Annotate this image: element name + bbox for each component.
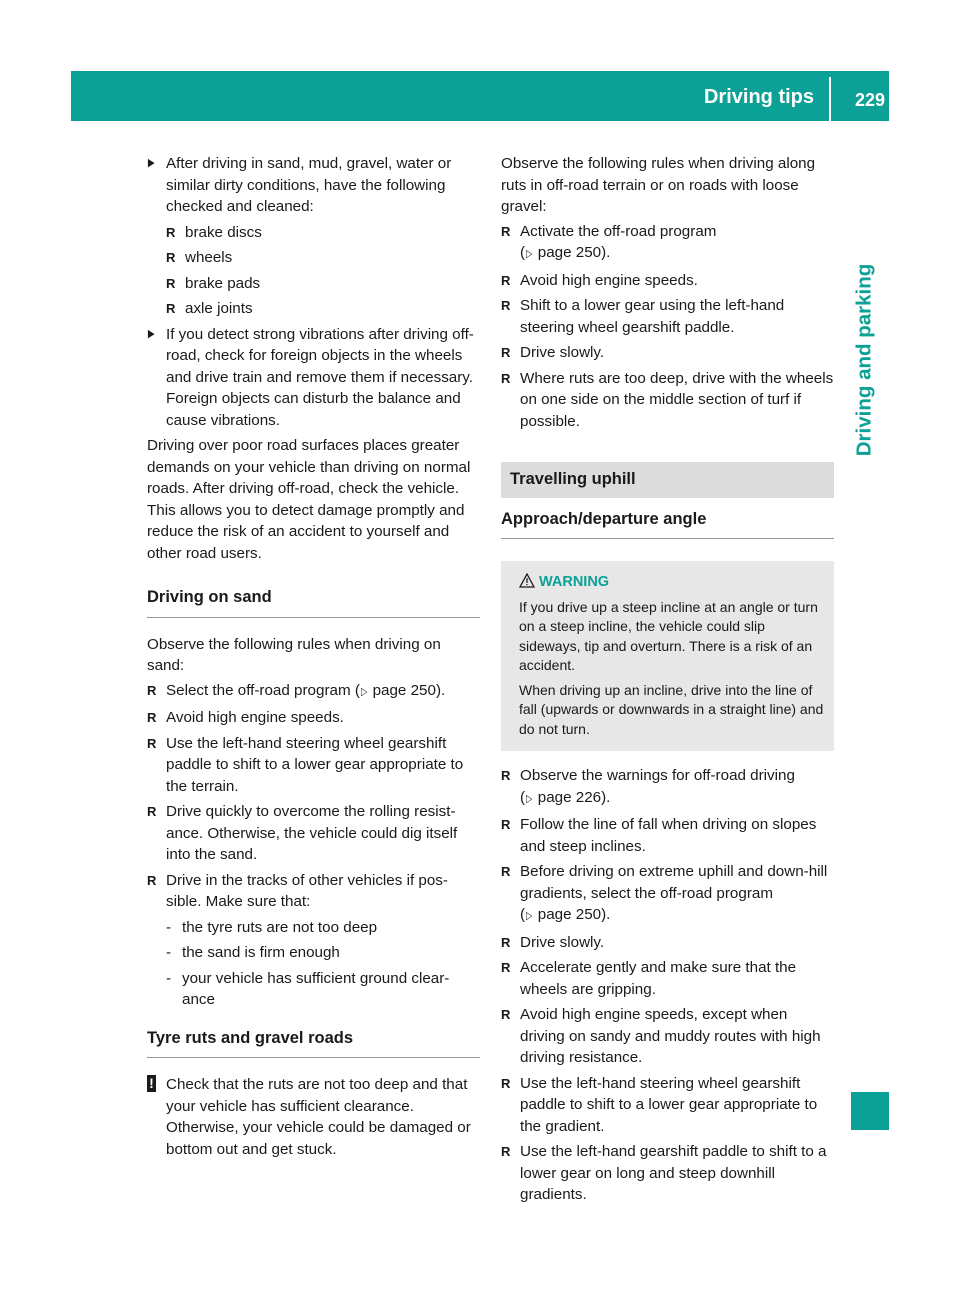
step-text: If you detect strong vibrations after driving off-road, check for foreign objects in the wheels and drive train and remove them if necessary. Foreign objects can disturb the balance and cause vibrations.	[166, 325, 474, 429]
note-text: Check that the ruts are not too deep and that your vehicle has sufficient clearance. Otherwise, your vehicle could be damaged or bottom out and get stuck.	[166, 1076, 471, 1158]
list-item: R Drive slowly.	[501, 342, 834, 364]
list-item: R brake discs	[166, 222, 480, 244]
list-item: R Accelerate gently and make sure that the wheels are gripping.	[501, 957, 834, 1000]
list-item: R Drive slowly.	[501, 932, 834, 954]
warning-box	[501, 561, 834, 751]
bullet-list	[501, 765, 834, 1206]
list-item: R Use the left-hand gearshift paddle to shift to a lower gear on long and steep downhill gradients.	[501, 1141, 834, 1206]
list-item: R Use the left-hand steering wheel gearshift paddle to shift to a lower gear appropriate to the terrain.	[147, 733, 480, 798]
warning-text: When driving up an incline, drive into the line of fall (upwards or downwards in a straight line) and do not turn.	[519, 681, 824, 737]
page-number: 229	[854, 90, 885, 110]
list-item: R Drive quickly to overcome the rolling resist-ance. Otherwise, the vehicle could dig itself into the sand.	[147, 801, 480, 866]
page-ref-arrow-icon: ▷	[360, 685, 368, 698]
heading-travelling-uphill: Travelling uphill	[501, 462, 834, 498]
warning-triangle-icon	[519, 573, 535, 588]
chapter-label: Driving and parking	[851, 263, 875, 457]
instruction-step	[147, 153, 480, 320]
list-item: R axle joints	[166, 298, 480, 320]
bullet-list	[147, 680, 480, 1011]
right-column	[501, 153, 834, 1210]
caution-note	[147, 1074, 480, 1160]
page-ref-arrow-icon: ▷	[526, 248, 533, 260]
list-item: R Activate the off-road program (▷ page 250).	[501, 221, 834, 266]
list-item: R wheels	[166, 247, 480, 269]
step-text: After driving in sand, mud, gravel, water or similar dirty conditions, have the following checked and cleaned:	[166, 155, 452, 215]
page-ref-arrow-icon: ▷	[526, 910, 533, 922]
chapter-sidebar	[838, 240, 889, 480]
paragraph: Observe the following rules when driving on sand:	[147, 635, 441, 674]
heading-approach-angle: Approach/departure angle	[501, 498, 834, 540]
list-item: R Where ruts are too deep, drive with the wheels on one side on the middle section of turf if possible.	[501, 368, 834, 433]
warning-title: WARNING	[539, 574, 610, 590]
page-header	[71, 71, 889, 121]
left-column	[147, 153, 480, 1160]
list-item: R Avoid high engine speeds, except when driving on sandy and muddy routes with high driving resistance.	[501, 1004, 834, 1069]
page-ref-arrow-icon: ▷	[526, 792, 533, 805]
dash-item: - your vehicle has sufficient ground clear-ance	[166, 968, 480, 1011]
warning-title-row	[519, 572, 824, 593]
list-item: R Select the off-road program (▷ page 250).	[147, 680, 480, 704]
chapter-marker	[851, 1092, 889, 1130]
header-separator	[829, 77, 831, 121]
bullet-list	[501, 221, 834, 433]
dash-list	[166, 917, 480, 1011]
list-item: R Avoid high engine speeds.	[147, 707, 480, 729]
dash-item: - the sand is firm enough	[166, 942, 480, 964]
warning-text: If you drive up a steep incline at an angle or turn on a steep incline, the vehicle could slip sideways, tip and overturn. There is a risk of an accident.	[519, 598, 818, 673]
dash-item: - the tyre ruts are not too deep	[166, 917, 480, 939]
list-item: R Use the left-hand steering wheel gearshift paddle to shift to a lower gear appropriate to the gradient.	[501, 1073, 834, 1138]
instruction-step	[147, 324, 480, 432]
heading-tyre-ruts: Tyre ruts and gravel roads	[147, 1017, 480, 1059]
list-item: R brake pads	[166, 273, 480, 295]
list-item: R Before driving on extreme uphill and down-hill gradients, select the off-road program (▷ page 250).	[501, 861, 834, 928]
paragraph: Observe the following rules when driving along ruts in off-road terrain or on roads with loose gravel:	[501, 155, 816, 215]
list-item: R Avoid high engine speeds.	[501, 270, 834, 292]
section-title: Driving tips	[703, 86, 814, 108]
paragraph: Driving over poor road surfaces places greater demands on your vehicle than driving on normal roads. After driving off-road, check the vehicle. This allows you to detect damage promptly and reduce the risk of an accident to yourself and other road users.	[147, 437, 471, 562]
list-item: R Observe the warnings for off-road driving (▷ page 226).	[501, 765, 834, 810]
bullet-list	[166, 222, 480, 320]
list-item: R Drive in the tracks of other vehicles if pos-sible. Make sure that: - the tyre ruts are not too deep - the sand is firm enough - your vehicle has sufficient ground clear-ance	[147, 870, 480, 1011]
heading-driving-on-sand: Driving on sand	[147, 576, 480, 618]
list-item: R Shift to a lower gear using the left-hand steering wheel gearshift paddle.	[501, 295, 834, 338]
list-item: R Follow the line of fall when driving on slopes and steep inclines.	[501, 814, 834, 857]
